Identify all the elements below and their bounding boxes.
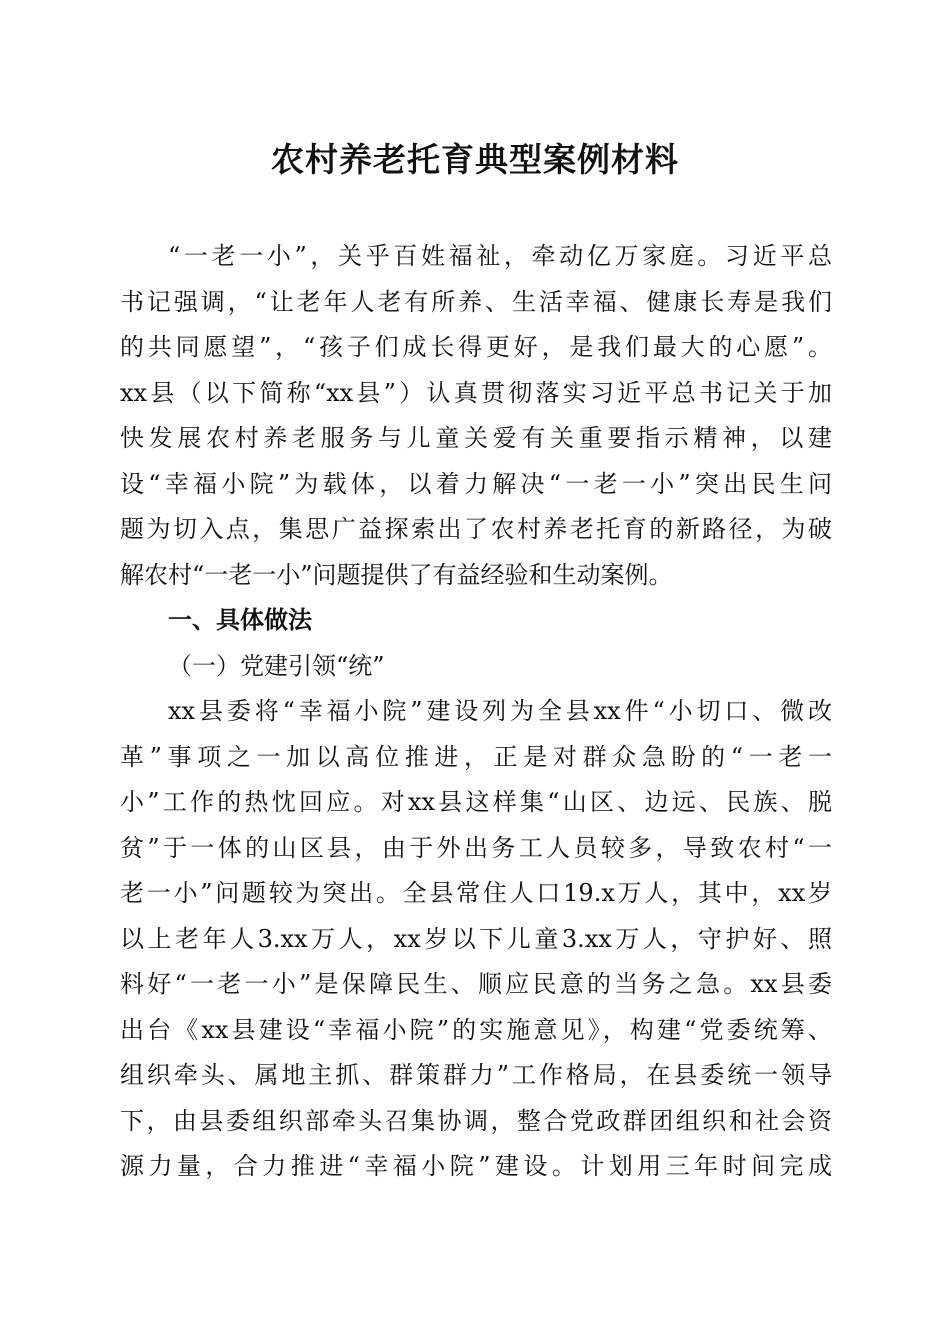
paragraph-line: 以上老年人3.xx万人，xx岁以下儿童3.xx万人，守护好、照: [120, 924, 832, 953]
document-body: [120, 234, 832, 1190]
paragraph-line: 贫”于一体的山区县，由于外出务工人员较多，导致农村“一: [120, 833, 832, 862]
paragraph-line: 料好“一老一小”是保障民生、顺应民意的当务之急。xx县委: [120, 970, 832, 998]
document-title: 农村养老托育典型案例材料: [271, 140, 679, 179]
paragraph-line: 下，由县委组织部牵头召集协调，整合党政群团组织和社会资: [120, 1106, 832, 1135]
paragraph-line: 小”工作的热忱回应。对xx县这样集“山区、边远、民族、脱: [120, 788, 832, 816]
paragraph-line: “一老一小”，关乎百姓福祉，牵动亿万家庭。习近平总: [168, 242, 832, 270]
paragraph-line: 老一小”问题较为突出。全县常住人口19.x万人，其中，xx岁: [120, 879, 832, 907]
subsection-heading: （一）党建引领“统”: [168, 651, 385, 680]
paragraph-line: 设“幸福小院”为载体，以着力解决“一老一小”突出民生问: [120, 469, 832, 498]
paragraph-line: xx县（以下简称“xx县”）认真贯彻落实习近平总书记关于加: [120, 378, 832, 407]
paragraph-line: 源力量，合力推进“幸福小院”建设。计划用三年时间完成: [120, 1152, 832, 1180]
section-heading: 一、具体做法: [168, 606, 312, 634]
paragraph-line: 革”事项之一加以高位推进，正是对群众急盼的“一老一: [120, 742, 832, 771]
paragraph-line: 解农村“一老一小”问题提供了有益经验和生动案例。: [120, 560, 673, 589]
paragraph-line: xx县委将“幸福小院”建设列为全县xx件“小切口、微改: [168, 697, 832, 725]
paragraph-line: 快发展农村养老服务与儿童关爱有关重要指示精神，以建: [120, 424, 832, 452]
paragraph-line: 的共同愿望”，“孩子们成长得更好，是我们最大的心愿”。: [120, 333, 832, 361]
paragraph-line: 出台《xx县建设“幸福小院”的实施意见》，构建“党委统筹、: [120, 1015, 832, 1044]
paragraph-line: 题为切入点，集思广益探索出了农村养老托育的新路径，为破: [120, 515, 832, 543]
paragraph-line: 书记强调，“让老年人老有所养、生活幸福、健康长寿是我们: [120, 287, 832, 316]
paragraph-line: 组织牵头、属地主抓、群策群力”工作格局，在县委统一领导: [120, 1061, 832, 1089]
